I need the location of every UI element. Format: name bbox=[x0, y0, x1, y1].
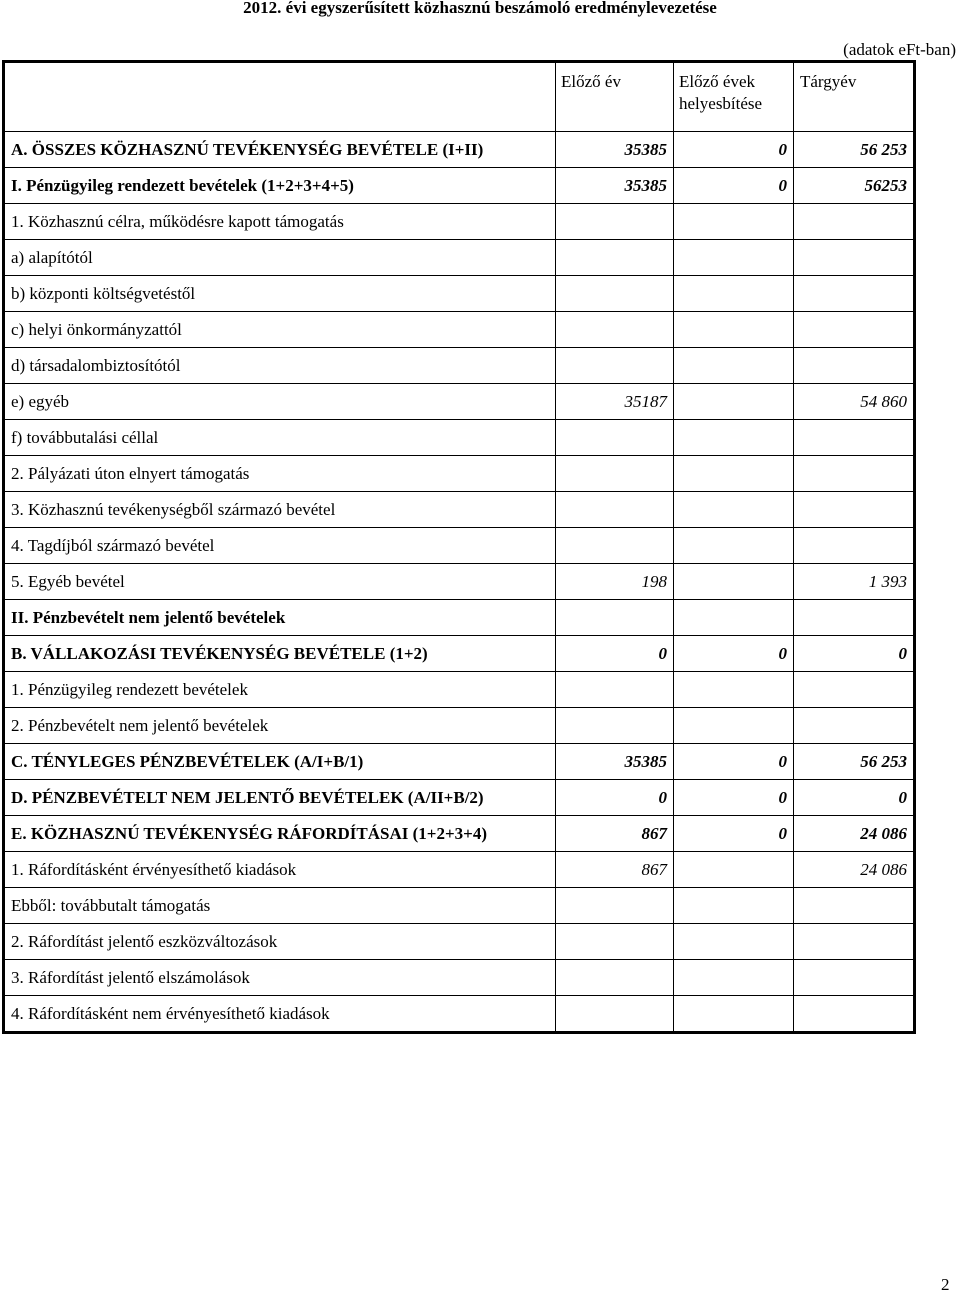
row-label: 4. Tagdíjból származó bevétel bbox=[4, 528, 556, 564]
row-cur-value bbox=[794, 456, 915, 492]
table-row bbox=[4, 492, 915, 528]
row-cur-value: 54 860 bbox=[794, 384, 915, 420]
row-prev-value: 35385 bbox=[556, 168, 674, 204]
row-cur-value bbox=[794, 924, 915, 960]
row-corr-value bbox=[674, 528, 794, 564]
table-row bbox=[4, 312, 915, 348]
header-current-year-label: Tárgyév bbox=[800, 72, 857, 91]
table-row bbox=[4, 744, 915, 780]
row-label: E. KÖZHASZNÚ TEVÉKENYSÉG RÁFORDÍTÁSAI (1+2+3+4) bbox=[4, 816, 556, 852]
row-corr-value bbox=[674, 960, 794, 996]
header-prev-correction-line2: helyesbítése bbox=[679, 94, 763, 113]
row-corr-value bbox=[674, 312, 794, 348]
page-number: 2 bbox=[941, 1275, 950, 1294]
row-label: 2. Pénzbevételt nem jelentő bevételek bbox=[4, 708, 556, 744]
row-corr-value bbox=[674, 276, 794, 312]
row-prev-value: 0 bbox=[556, 636, 674, 672]
table-row bbox=[4, 888, 915, 924]
row-label: c) helyi önkormányzattól bbox=[4, 312, 556, 348]
row-cur-value bbox=[794, 600, 915, 636]
row-cur-value bbox=[794, 204, 915, 240]
row-prev-value: 198 bbox=[556, 564, 674, 600]
row-label: b) központi költségvetéstől bbox=[4, 276, 556, 312]
row-corr-value bbox=[674, 852, 794, 888]
table-row bbox=[4, 276, 915, 312]
row-cur-value bbox=[794, 888, 915, 924]
row-cur-value bbox=[794, 996, 915, 1033]
row-cur-value: 1 393 bbox=[794, 564, 915, 600]
row-cur-value bbox=[794, 348, 915, 384]
header-blank-cell bbox=[4, 62, 556, 132]
row-cur-value: 56253 bbox=[794, 168, 915, 204]
row-prev-value bbox=[556, 312, 674, 348]
row-corr-value bbox=[674, 492, 794, 528]
row-cur-value bbox=[794, 240, 915, 276]
table-row bbox=[4, 384, 915, 420]
row-prev-value: 0 bbox=[556, 780, 674, 816]
header-prev-correction-line1: Előző évek bbox=[679, 72, 755, 91]
row-prev-value bbox=[556, 600, 674, 636]
row-label: B. VÁLLAKOZÁSI TEVÉKENYSÉG BEVÉTELE (1+2) bbox=[4, 636, 556, 672]
row-label: 5. Egyéb bevétel bbox=[4, 564, 556, 600]
row-prev-value: 867 bbox=[556, 816, 674, 852]
row-prev-value bbox=[556, 420, 674, 456]
row-cur-value: 0 bbox=[794, 780, 915, 816]
row-cur-value bbox=[794, 492, 915, 528]
row-label: 4. Ráfordításként nem érvényesíthető kiadások bbox=[4, 996, 556, 1033]
row-corr-value: 0 bbox=[674, 816, 794, 852]
table-row bbox=[4, 924, 915, 960]
row-label: d) társadalombiztosítótól bbox=[4, 348, 556, 384]
row-corr-value bbox=[674, 996, 794, 1033]
row-corr-value: 0 bbox=[674, 636, 794, 672]
row-cur-value: 24 086 bbox=[794, 816, 915, 852]
row-corr-value bbox=[674, 348, 794, 384]
table-row bbox=[4, 780, 915, 816]
row-corr-value bbox=[674, 924, 794, 960]
row-cur-value: 0 bbox=[794, 636, 915, 672]
row-corr-value bbox=[674, 240, 794, 276]
row-prev-value bbox=[556, 924, 674, 960]
row-prev-value bbox=[556, 708, 674, 744]
table-row bbox=[4, 636, 915, 672]
row-label: f) továbbutalási céllal bbox=[4, 420, 556, 456]
row-label: Ebből: továbbutalt támogatás bbox=[4, 888, 556, 924]
table-row bbox=[4, 456, 915, 492]
row-corr-value: 0 bbox=[674, 168, 794, 204]
table-row bbox=[4, 132, 915, 168]
row-corr-value bbox=[674, 204, 794, 240]
row-prev-value bbox=[556, 240, 674, 276]
row-corr-value: 0 bbox=[674, 780, 794, 816]
row-label: 3. Közhasznú tevékenységből származó bevétel bbox=[4, 492, 556, 528]
row-cur-value bbox=[794, 672, 915, 708]
row-prev-value: 35385 bbox=[556, 132, 674, 168]
row-cur-value: 56 253 bbox=[794, 132, 915, 168]
table-row bbox=[4, 600, 915, 636]
table-header-row bbox=[4, 62, 915, 132]
row-label: 3. Ráfordítást jelentő elszámolások bbox=[4, 960, 556, 996]
table-row bbox=[4, 204, 915, 240]
row-cur-value bbox=[794, 528, 915, 564]
table-row bbox=[4, 528, 915, 564]
row-corr-value bbox=[674, 420, 794, 456]
table-row bbox=[4, 564, 915, 600]
row-corr-value bbox=[674, 600, 794, 636]
row-prev-value bbox=[556, 672, 674, 708]
table-row bbox=[4, 816, 915, 852]
row-cur-value bbox=[794, 708, 915, 744]
table-row bbox=[4, 348, 915, 384]
row-prev-value bbox=[556, 456, 674, 492]
row-corr-value bbox=[674, 384, 794, 420]
table-row bbox=[4, 960, 915, 996]
row-corr-value bbox=[674, 672, 794, 708]
row-prev-value: 867 bbox=[556, 852, 674, 888]
row-label: C. TÉNYLEGES PÉNZBEVÉTELEK (A/I+B/1) bbox=[4, 744, 556, 780]
row-prev-value: 35187 bbox=[556, 384, 674, 420]
row-prev-value bbox=[556, 960, 674, 996]
row-prev-value bbox=[556, 888, 674, 924]
table-row bbox=[4, 420, 915, 456]
row-corr-value bbox=[674, 456, 794, 492]
row-label: I. Pénzügyileg rendezett bevételek (1+2+3+4+5) bbox=[4, 168, 556, 204]
row-corr-value bbox=[674, 564, 794, 600]
row-corr-value: 0 bbox=[674, 132, 794, 168]
row-corr-value: 0 bbox=[674, 744, 794, 780]
row-label: 1. Közhasznú célra, működésre kapott támogatás bbox=[4, 204, 556, 240]
row-label: 2. Ráfordítást jelentő eszközváltozások bbox=[4, 924, 556, 960]
table-row bbox=[4, 672, 915, 708]
table-row bbox=[4, 168, 915, 204]
header-current-year bbox=[794, 62, 915, 132]
row-label: A. ÖSSZES KÖZHASZNÚ TEVÉKENYSÉG BEVÉTELE (I+II) bbox=[4, 132, 556, 168]
table-row bbox=[4, 240, 915, 276]
row-corr-value bbox=[674, 888, 794, 924]
row-cur-value bbox=[794, 960, 915, 996]
row-corr-value bbox=[674, 708, 794, 744]
row-label: 1. Pénzügyileg rendezett bevételek bbox=[4, 672, 556, 708]
row-label: 2. Pályázati úton elnyert támogatás bbox=[4, 456, 556, 492]
row-cur-value: 24 086 bbox=[794, 852, 915, 888]
income-statement-table bbox=[2, 60, 916, 1034]
row-prev-value: 35385 bbox=[556, 744, 674, 780]
row-prev-value bbox=[556, 348, 674, 384]
row-prev-value bbox=[556, 492, 674, 528]
header-prev-year-label: Előző év bbox=[561, 72, 621, 91]
unit-note: (adatok eFt-ban) bbox=[843, 40, 956, 59]
row-cur-value bbox=[794, 276, 915, 312]
row-cur-value bbox=[794, 312, 915, 348]
header-prev-year bbox=[556, 62, 674, 132]
row-label: 1. Ráfordításként érvényesíthető kiadások bbox=[4, 852, 556, 888]
row-prev-value bbox=[556, 528, 674, 564]
row-prev-value bbox=[556, 996, 674, 1033]
report-title: 2012. évi egyszerűsített közhasznú beszámoló eredménylevezetése bbox=[243, 0, 717, 17]
row-cur-value: 56 253 bbox=[794, 744, 915, 780]
row-label: e) egyéb bbox=[4, 384, 556, 420]
row-label: D. PÉNZBEVÉTELT NEM JELENTŐ BEVÉTELEK (A/II+B/2) bbox=[4, 780, 556, 816]
table-row bbox=[4, 996, 915, 1033]
table-row bbox=[4, 708, 915, 744]
table-row bbox=[4, 852, 915, 888]
row-label: II. Pénzbevételt nem jelentő bevételek bbox=[4, 600, 556, 636]
row-label: a) alapítótól bbox=[4, 240, 556, 276]
row-cur-value bbox=[794, 420, 915, 456]
header-prev-correction bbox=[674, 62, 794, 132]
row-prev-value bbox=[556, 276, 674, 312]
row-prev-value bbox=[556, 204, 674, 240]
